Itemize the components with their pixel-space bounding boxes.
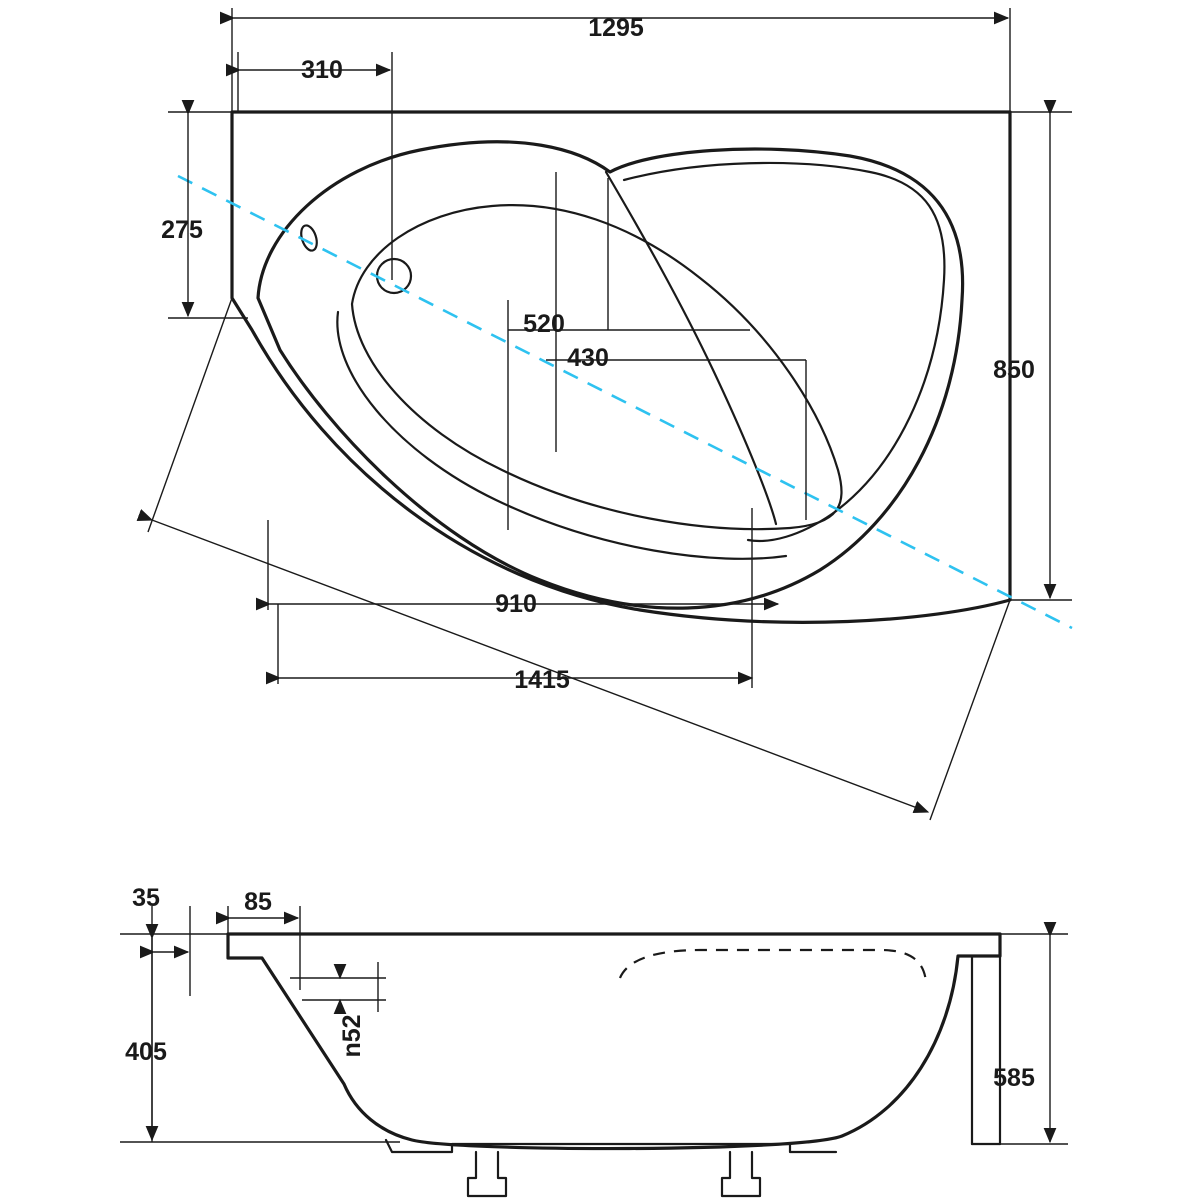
support-foot-left bbox=[468, 1152, 506, 1196]
dimension-wall-step bbox=[290, 962, 386, 1012]
top-view bbox=[148, 8, 1072, 820]
label-rim-width: 85 bbox=[244, 888, 272, 916]
inner-basin-outline bbox=[337, 205, 841, 559]
dimension-inner-width-430 bbox=[508, 178, 806, 530]
dimension-rim-thickness bbox=[120, 906, 228, 1142]
dimension-inner-width-520 bbox=[508, 172, 752, 688]
support-foot-right bbox=[722, 1152, 760, 1196]
label-inner-width-430: 430 bbox=[567, 344, 609, 372]
label-rim-thickness: 35 bbox=[132, 884, 160, 912]
label-basin-depth: 405 bbox=[125, 1038, 167, 1066]
hidden-headrest-line bbox=[620, 950, 926, 982]
label-left-offset: 310 bbox=[301, 56, 343, 84]
label-inner-length-910: 910 bbox=[495, 590, 537, 618]
centre-axis-line bbox=[178, 176, 1072, 628]
label-inner-width-520: 520 bbox=[523, 310, 565, 338]
label-wall-step: n52 bbox=[338, 1014, 366, 1058]
label-overall-depth: 850 bbox=[993, 356, 1035, 384]
dimension-left-chamfer-height bbox=[168, 112, 248, 318]
dimension-rim-width bbox=[228, 906, 300, 990]
label-overall-height: 585 bbox=[993, 1064, 1035, 1092]
label-inner-length-1415: 1415 bbox=[514, 666, 570, 694]
dimension-overall-height bbox=[1000, 934, 1068, 1144]
label-left-chamfer-height: 275 bbox=[161, 216, 203, 244]
label-overall-width: 1295 bbox=[588, 14, 644, 42]
right-panel bbox=[972, 956, 1000, 1144]
dimension-labels bbox=[125, 14, 1035, 1092]
front-section-view bbox=[120, 906, 1068, 1196]
dimension-diagonal-extension bbox=[148, 298, 1010, 820]
drain-hole-icon bbox=[377, 259, 411, 293]
